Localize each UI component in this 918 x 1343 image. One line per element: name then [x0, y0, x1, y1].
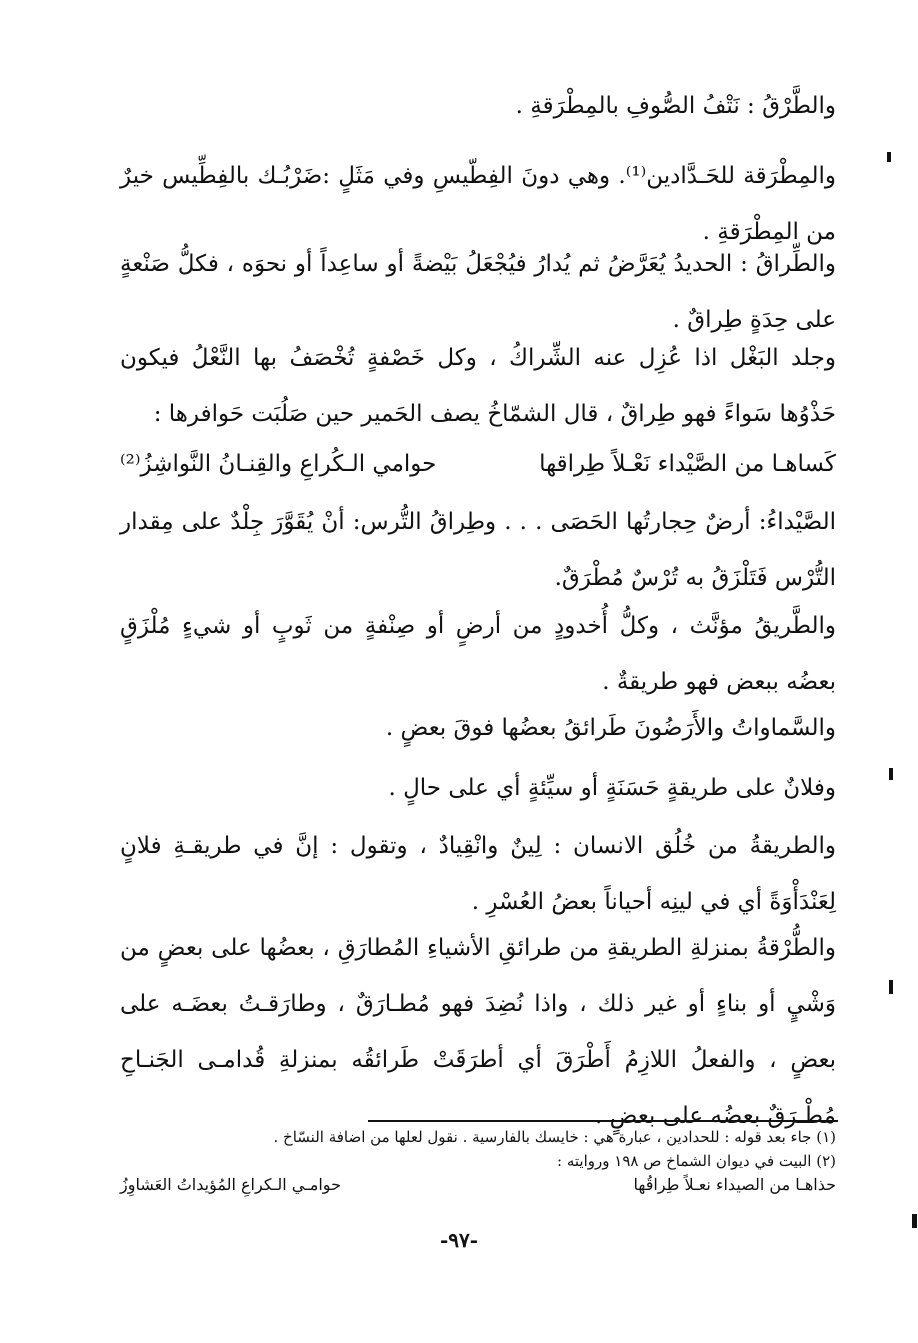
paragraph-tariqa: والطريقةُ من خُلُق الانسان : لِينٌ وانْقِيادٌ ، وتقول : إنَّ في طريقـةِ فلانٍ لِعَنْدَأْوَةً أي في لينِه أحياناً بعضُ العُسْرِ . [120, 833, 836, 915]
paragraph-samawat: والسَّماواتُ والأَرَضُونَ طَرائقُ بعضُها فوقَ بعضٍ . [385, 715, 836, 741]
page-number: -٩٧- [439, 1228, 479, 1252]
margin-mark [889, 768, 893, 780]
footnote-1: (١) جاء بعد قوله : للحدادين ، عبارة هي : خايسك بالفارسية . نقول لعلها من اضافة النسّاخ . [273, 1128, 836, 1146]
footnote-divider [368, 1120, 838, 1122]
verse-second-hemistich: حوامي الـكُراعِ والقِنـانُ النَّواشِزُ⁽²⁾ [120, 451, 437, 477]
paragraph-sayda: الصَّيْداءُ: أرضٌ حِجارتُها الحَصَى . . . وطِراقُ التُّرس: أنْ يُقَوَّرَ جِلْدٌ على مِقدار التُّرْس فَتَلْزَقُ به تُرْسٌ مُطْرَقٌ. [120, 509, 836, 591]
paragraph-tariq: والطَّريقُ مؤنَّث ، وكلُّ أُخدودٍ من أرضٍ أو صِنْفةٍ من ثَوبٍ أو شيءٍ مُلْزَقٍ بعضُه ببعض فهو طريقةٌ . [120, 613, 836, 695]
paragraph-turqa: والطُّرْقةُ بمنزلةِ الطريقةِ من طرائقِ الأشياءِ المُطارَقِ ، بعضُها على بعضٍ من وَشْيٍ أو بناءٍ أو غير ذلك ، واذا نُضِدَ فهو مُطـارَقٌ ، وطارَقـتُ بعضَـه على بعضٍ ، والفعلُ اللازِمُ أَطْرَقَ أي أطرَقَتْ طَرائقُه بمنزلةِ قُدامـى الجَنـاحِ مُطْـرَقٌ بعضُه على بعضٍ . [120, 935, 836, 1129]
footnote-2: (٢) البيت في ديوان الشماخ ص ١٩٨ وروايته : [557, 1152, 836, 1170]
paragraph-tiraq: والطِّراقُ : الحديدُ يُعَرَّضُ ثم يُدارُ فيُجْعَلُ بَيْضةً أو ساعِداً أو نحوَه ، فكلُّ صَنْعةٍ على حِدَةٍ طِراقٌ . [120, 251, 836, 333]
paragraph-fulan: وفلانٌ على طريقةٍ حَسَنَةٍ أو سيِّئةٍ أي على حالٍ . [388, 775, 836, 801]
margin-mark [887, 152, 891, 162]
footnote-verse-second: حوامـي الـكراعِ المُؤيداتُ العَشاوِزُ [120, 1175, 341, 1194]
footnote-verse [120, 1172, 836, 1198]
paragraph-tarq: والطَّرْقُ : نَتْفُ الصُّوفِ بالمِطْرَقةِ . [515, 93, 836, 119]
margin-mark [912, 1214, 917, 1228]
verse-first-hemistich: كَساهـا من الصَّيْداء نَعْـلاً طِراقها [539, 451, 836, 477]
paragraph-mitraqa: والمِطْرَقة للحَـدَّادين⁽¹⁾. وهي دونَ الفِطّيسِ وفي مَثَلٍ :ضَرْبُـك بالفِطِّيس خيرٌ من المِطْرَقةِ . [120, 163, 836, 245]
footnote-verse-first: حذاهـا من الصيداء نعـلاً طِراقُها [633, 1175, 836, 1194]
margin-mark [889, 980, 893, 994]
poetry-verse [120, 436, 836, 492]
paragraph-baghl: وجلد البَغْل اذا عُزِل عنه الشِّراكُ ، وكل خَصْفةٍ تُخْصَفُ بها النَّعْلُ فيكون حَذْوُها سَواءً فهو طِراقٌ ، قال الشمّاخُ يصف الحَمير حين صَلُبَت حَوافرها : [120, 345, 836, 427]
